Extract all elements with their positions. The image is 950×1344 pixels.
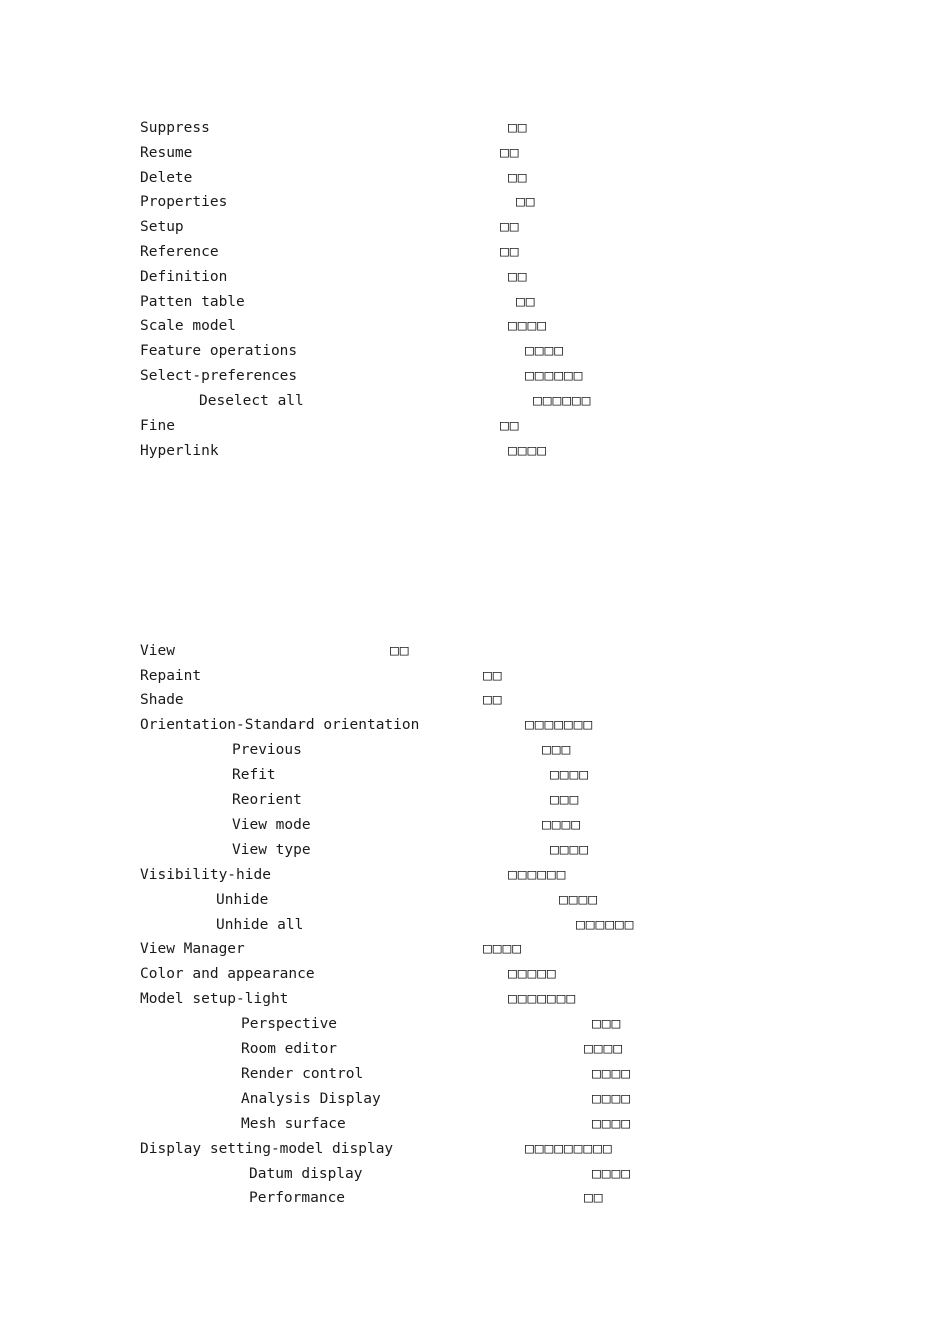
term-english: Fine bbox=[140, 418, 175, 434]
glossary-row bbox=[0, 765, 589, 785]
term-translation: □□ bbox=[390, 643, 410, 659]
glossary-row bbox=[0, 666, 503, 686]
glossary-row bbox=[0, 316, 547, 336]
glossary-row bbox=[0, 964, 557, 984]
term-translation: □□□□ bbox=[584, 1041, 623, 1057]
glossary-row bbox=[0, 1089, 631, 1109]
term-english: View type bbox=[232, 842, 311, 858]
term-english: Datum display bbox=[249, 1166, 363, 1182]
term-translation: □□□□ bbox=[542, 817, 581, 833]
glossary-row bbox=[0, 242, 520, 262]
term-english: Suppress bbox=[140, 120, 210, 136]
term-translation: □□□□□□ bbox=[525, 368, 584, 384]
term-translation: □□ bbox=[584, 1190, 604, 1206]
term-english: Display setting-model display bbox=[140, 1141, 394, 1157]
term-english: Patten table bbox=[140, 294, 245, 310]
term-english: Resume bbox=[140, 145, 193, 161]
term-english: Delete bbox=[140, 170, 193, 186]
glossary-row bbox=[0, 915, 635, 935]
term-english: Mesh surface bbox=[241, 1116, 346, 1132]
term-english: Hyperlink bbox=[140, 443, 219, 459]
term-english: Perspective bbox=[241, 1016, 338, 1032]
term-english: Previous bbox=[232, 742, 302, 758]
term-english: Orientation-Standard orientation bbox=[140, 717, 420, 733]
term-translation: □□□□□ bbox=[508, 966, 557, 982]
term-translation: □□ bbox=[508, 120, 528, 136]
term-english: Definition bbox=[140, 269, 228, 285]
term-translation: □□□□□□□ bbox=[508, 991, 577, 1007]
term-translation: □□□ bbox=[542, 742, 572, 758]
glossary-row bbox=[0, 391, 592, 411]
term-translation: □□ bbox=[483, 668, 503, 684]
term-english: Reorient bbox=[232, 792, 302, 808]
term-english: Color and appearance bbox=[140, 966, 315, 982]
term-translation: □□ bbox=[500, 418, 520, 434]
term-english: Reference bbox=[140, 244, 219, 260]
glossary-row bbox=[0, 217, 520, 237]
glossary-row bbox=[0, 890, 598, 910]
term-english: View Manager bbox=[140, 941, 245, 957]
term-english: Performance bbox=[249, 1190, 346, 1206]
term-translation: □□□□ bbox=[550, 842, 589, 858]
term-translation: □□□□□□ bbox=[533, 393, 592, 409]
term-translation: □□□□□□□□□ bbox=[525, 1141, 613, 1157]
term-english: Scale model bbox=[140, 318, 237, 334]
glossary-row bbox=[0, 143, 520, 163]
term-english: Model setup-light bbox=[140, 991, 289, 1007]
glossary-row bbox=[0, 1188, 604, 1208]
term-english: Unhide bbox=[216, 892, 269, 908]
term-translation: □□□ bbox=[550, 792, 580, 808]
term-translation: □□□□□□ bbox=[508, 867, 567, 883]
term-translation: □□□□□□ bbox=[576, 917, 635, 933]
term-translation: □□ bbox=[516, 294, 536, 310]
glossary-row bbox=[0, 715, 594, 735]
term-translation: □□ bbox=[500, 219, 520, 235]
term-english: Select-preferences bbox=[140, 368, 298, 384]
glossary-row bbox=[0, 840, 589, 860]
term-english: Setup bbox=[140, 219, 184, 235]
glossary-row bbox=[0, 192, 536, 212]
term-translation: □□□□□□□ bbox=[525, 717, 594, 733]
glossary-row bbox=[0, 292, 536, 312]
term-english: Visibility-hide bbox=[140, 867, 271, 883]
glossary-row bbox=[0, 441, 547, 461]
term-translation: □□□□ bbox=[550, 767, 589, 783]
term-translation: □□ bbox=[500, 244, 520, 260]
glossary-row bbox=[0, 1139, 613, 1159]
term-translation: □□ bbox=[500, 145, 520, 161]
glossary-row bbox=[0, 641, 410, 661]
term-translation: □□□□ bbox=[508, 443, 547, 459]
term-english: Repaint bbox=[140, 668, 202, 684]
glossary-row bbox=[0, 740, 572, 760]
glossary-row bbox=[0, 865, 567, 885]
term-translation: □□□ bbox=[592, 1016, 622, 1032]
term-english: View bbox=[140, 643, 175, 659]
term-translation: □□ bbox=[483, 692, 503, 708]
term-english: Refit bbox=[232, 767, 276, 783]
glossary-row bbox=[0, 168, 528, 188]
term-english: Render control bbox=[241, 1066, 364, 1082]
glossary-row bbox=[0, 790, 580, 810]
glossary-row bbox=[0, 1039, 623, 1059]
glossary-row bbox=[0, 267, 528, 287]
term-translation: □□□□ bbox=[592, 1116, 631, 1132]
glossary-row bbox=[0, 1064, 631, 1084]
term-english: Room editor bbox=[241, 1041, 338, 1057]
term-translation: □□□□ bbox=[508, 318, 547, 334]
glossary-row bbox=[0, 118, 528, 138]
glossary-row bbox=[0, 939, 522, 959]
term-translation: □□□□ bbox=[483, 941, 522, 957]
term-translation: □□ bbox=[508, 170, 528, 186]
term-translation: □□ bbox=[508, 269, 528, 285]
term-english: Deselect all bbox=[199, 393, 304, 409]
term-english: Unhide all bbox=[216, 917, 304, 933]
term-english: Analysis Display bbox=[241, 1091, 381, 1107]
term-english: Properties bbox=[140, 194, 228, 210]
term-translation: □□□□ bbox=[592, 1066, 631, 1082]
glossary-row bbox=[0, 416, 520, 436]
glossary-row bbox=[0, 366, 584, 386]
glossary-row bbox=[0, 690, 503, 710]
term-translation: □□□□ bbox=[592, 1091, 631, 1107]
glossary-row bbox=[0, 815, 581, 835]
term-translation: □□□□ bbox=[559, 892, 598, 908]
term-english: Shade bbox=[140, 692, 184, 708]
term-translation: □□□□ bbox=[592, 1166, 631, 1182]
glossary-row bbox=[0, 341, 564, 361]
glossary-row bbox=[0, 1114, 631, 1134]
term-translation: □□□□ bbox=[525, 343, 564, 359]
glossary-row bbox=[0, 1164, 631, 1184]
glossary-row bbox=[0, 1014, 622, 1034]
term-translation: □□ bbox=[516, 194, 536, 210]
glossary-row bbox=[0, 989, 577, 1009]
term-english: View mode bbox=[232, 817, 311, 833]
term-english: Feature operations bbox=[140, 343, 298, 359]
